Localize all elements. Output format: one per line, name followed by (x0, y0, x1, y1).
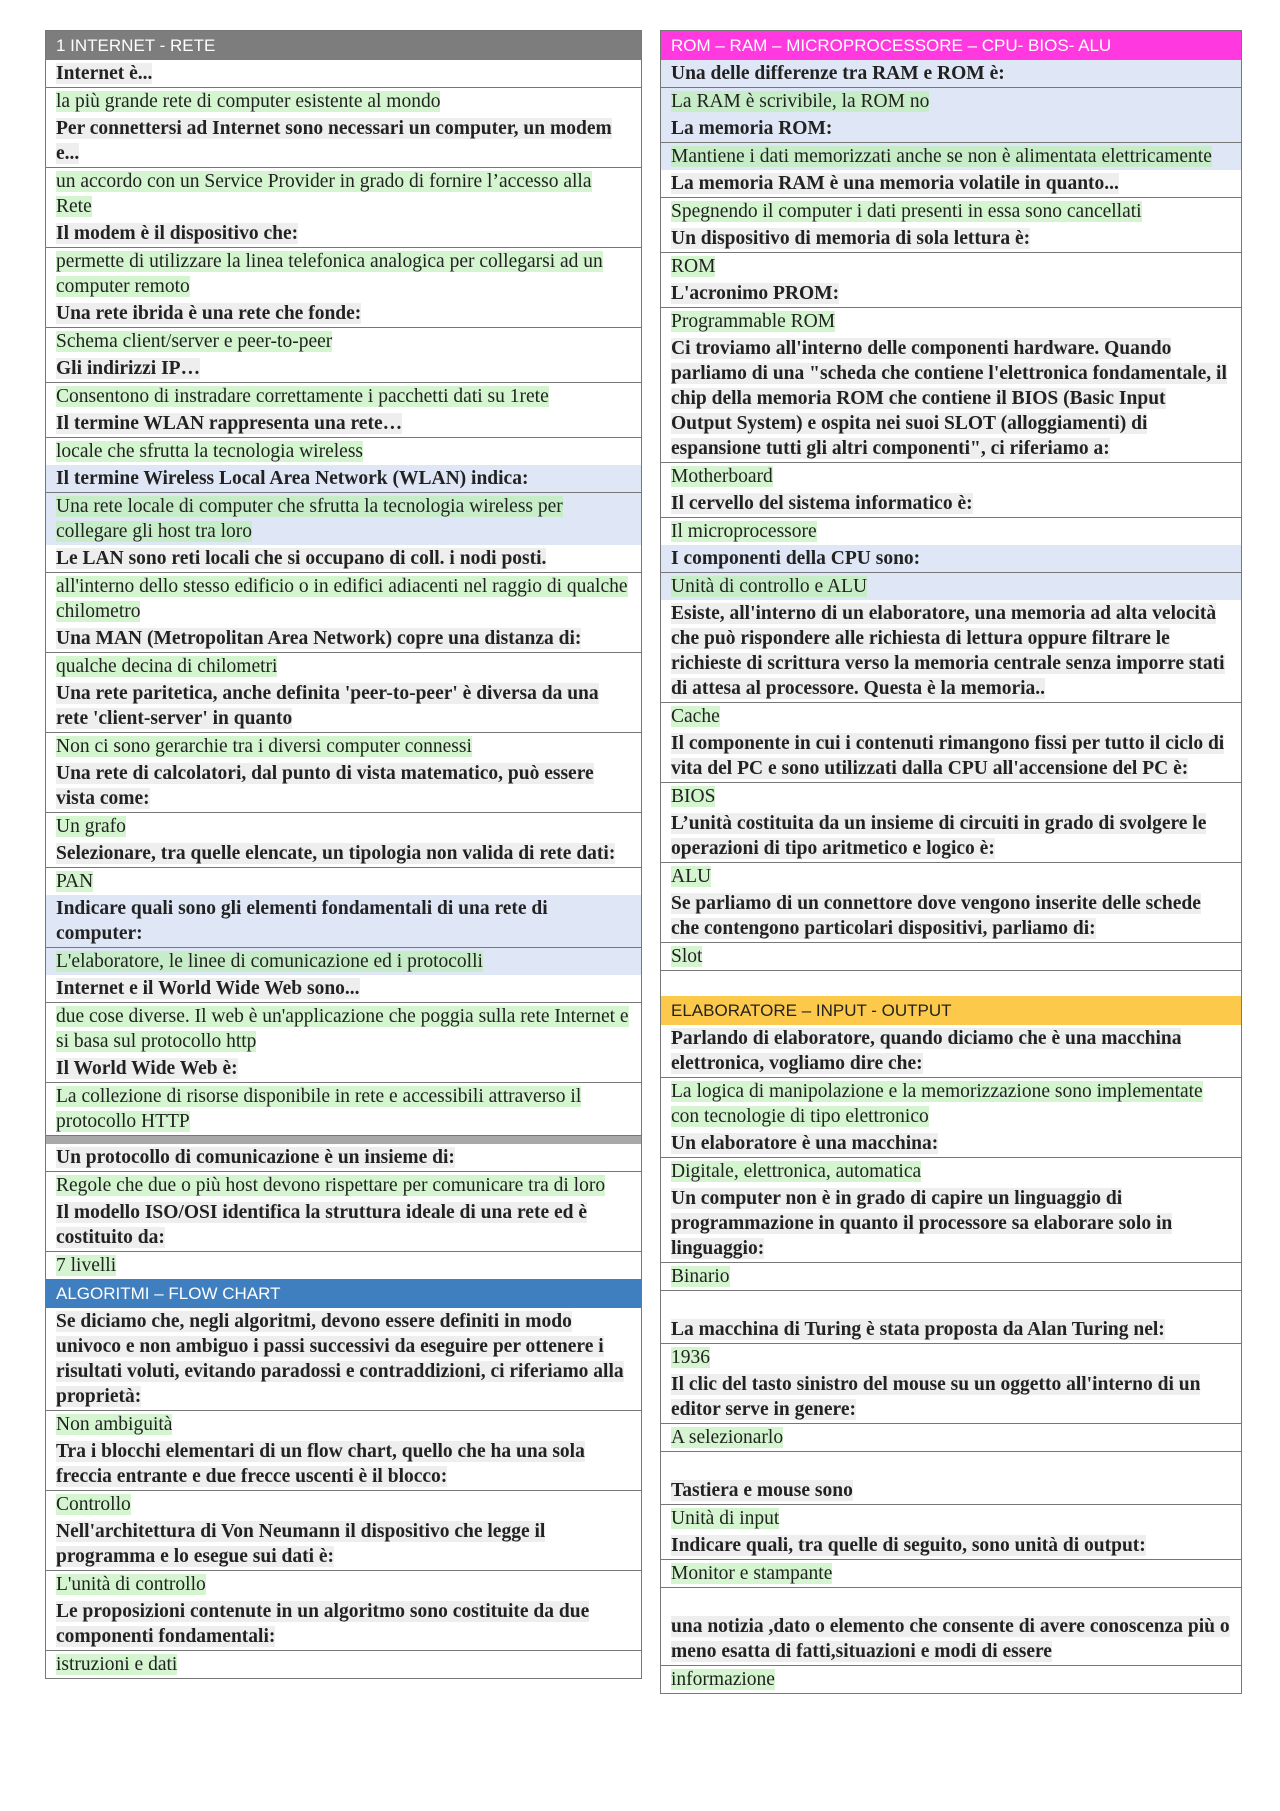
answer (661, 462, 1241, 490)
question-text: Tastiera e mouse sono (671, 1480, 853, 1501)
question-text: Le proposizioni contenute in un algoritmo sono costituite da due componenti fondamentali: (56, 1601, 590, 1647)
answer-text: la più grande rete di computer esistente al mondo (56, 91, 441, 112)
answer-text: Mantiene i dati memorizzati anche se non è alimentata elettricamente (671, 146, 1212, 167)
answer (46, 247, 641, 300)
answer (46, 867, 641, 895)
qa-item (661, 890, 1241, 970)
answer (661, 1504, 1241, 1532)
answer-text: istruzioni e dati (56, 1654, 178, 1675)
qa-item (46, 545, 641, 625)
question-text: Il termine Wireless Local Area Network (WLAN) indica: (56, 468, 529, 489)
question-text: Il termine WLAN rappresenta una rete… (56, 413, 403, 434)
question (661, 225, 1241, 252)
answer-text: L'unità di controllo (56, 1574, 206, 1595)
qa-item (661, 1185, 1241, 1290)
answer (661, 572, 1241, 600)
answer (661, 782, 1241, 810)
question-text: Una rete ibrida è una rete che fonde: (56, 303, 362, 324)
question-text: Indicare quali sono gli elementi fondamentali di una rete di computer: (56, 898, 548, 944)
answer (661, 1665, 1241, 1693)
answer (46, 1171, 641, 1199)
answer-text: locale che sfrutta la tecnologia wireless (56, 441, 363, 462)
answer (46, 492, 641, 545)
question-text: Una rete paritetica, anche definita 'peer-to-peer' è diversa da una rete 'client-server' in quanto (56, 683, 599, 729)
answer (46, 732, 641, 760)
answer (661, 1077, 1241, 1130)
answer (46, 87, 641, 115)
question (46, 895, 641, 947)
qa-item (46, 1598, 641, 1678)
question (46, 220, 641, 247)
qa-item (46, 1308, 641, 1438)
qa-item (46, 760, 641, 840)
answer-text: Slot (671, 946, 703, 967)
qa-item (46, 355, 641, 410)
answer-text: Binario (671, 1266, 730, 1287)
qa-item (46, 1518, 641, 1598)
qa-item (661, 115, 1241, 170)
question-text: Selezionare, tra quelle elencate, un tipologia non valida di rete dati: (56, 843, 616, 864)
answer-text: A selezionarlo (671, 1427, 784, 1448)
question-text: Le LAN sono reti locali che si occupano di coll. i nodi posti. (56, 548, 547, 569)
qa-item (661, 225, 1241, 280)
answer-text: Programmable ROM (671, 311, 836, 332)
question (46, 1144, 641, 1171)
answer-text: Controllo (56, 1494, 131, 1515)
answer-text: all'interno dello stesso edificio o in edifici adiacenti nel raggio di qualche chilometro (56, 576, 628, 622)
answer (46, 167, 641, 220)
question (46, 410, 641, 437)
question (661, 600, 1241, 702)
qa-item (661, 170, 1241, 225)
question-text: La memoria ROM: (671, 118, 833, 139)
answer (661, 1423, 1241, 1451)
left-column (45, 30, 642, 1679)
answer (661, 1262, 1241, 1290)
question (46, 975, 641, 1002)
answer-text: Schema client/server e peer-to-peer (56, 331, 333, 352)
answer (46, 437, 641, 465)
answer (661, 1157, 1241, 1185)
answer (46, 1570, 641, 1598)
section-header: ROM – RAM – MICROPROCESSORE – CPU- BIOS- ALU (661, 31, 1241, 60)
qa-item (46, 895, 641, 975)
answer-text: informazione (671, 1669, 775, 1690)
question-text: Tra i blocchi elementari di un flow chart, quello che ha una sola freccia entrante e due frecce uscenti è il blocco: (56, 1441, 585, 1487)
answer (46, 1410, 641, 1438)
answer-text: L'elaboratore, le linee di comunicazione ed i protocolli (56, 951, 483, 972)
question (46, 115, 641, 167)
question (46, 1518, 641, 1570)
answer (46, 1490, 641, 1518)
question (46, 545, 641, 572)
answer-text: 7 livelli (56, 1255, 117, 1276)
answer-text: PAN (56, 871, 94, 892)
answer (46, 1002, 641, 1055)
qa-item (661, 280, 1241, 335)
answer-text: un accordo con un Service Provider in grado di fornire l’accesso alla Rete (56, 171, 592, 217)
question-text: Il clic del tasto sinistro del mouse su un oggetto all'interno di un editor serve in genere: (671, 1374, 1201, 1420)
question-text: Il World Wide Web è: (56, 1058, 238, 1079)
question (661, 1613, 1241, 1665)
answer (46, 1251, 641, 1279)
question (661, 280, 1241, 307)
answer (46, 572, 641, 625)
qa-item (661, 1477, 1241, 1532)
answer-text: Una rete locale di computer che sfrutta la tecnologia wireless per collegare gli host tra loro (56, 496, 563, 542)
question (661, 1371, 1241, 1423)
qa-item (661, 810, 1241, 890)
question (46, 1199, 641, 1251)
answer (661, 197, 1241, 225)
qa-item (661, 1025, 1241, 1130)
answer-text: Digitale, elettronica, automatica (671, 1161, 922, 1182)
qa-item (661, 1371, 1241, 1451)
question (661, 490, 1241, 517)
answer-text: Unità di input (671, 1508, 780, 1529)
question-text: La memoria RAM è una memoria volatile in quanto... (671, 173, 1119, 194)
question-text: L’unità costituita da un insieme di circuiti in grado di svolgere le operazioni di tipo aritmetico e logico è: (671, 813, 1207, 859)
answer-text: Regole che due o più host devono rispettare per comunicare tra di loro (56, 1175, 606, 1196)
qa-item (661, 545, 1241, 600)
answer-text: BIOS (671, 786, 716, 807)
answer (46, 652, 641, 680)
answer-text: Monitor e stampante (671, 1563, 833, 1584)
qa-item (46, 680, 641, 760)
question-text: Una rete di calcolatori, dal punto di vista matematico, può essere vista come: (56, 763, 594, 809)
question-text: I componenti della CPU sono: (671, 548, 921, 569)
qa-item (46, 300, 641, 355)
question-text: Il cervello del sistema informatico è: (671, 493, 973, 514)
answer (46, 1650, 641, 1678)
qa-item (661, 60, 1241, 115)
qa-item (661, 1130, 1241, 1185)
question (661, 115, 1241, 142)
question (661, 1532, 1241, 1559)
section-header: ELABORATORE – INPUT - OUTPUT (661, 996, 1241, 1025)
question-text: Esiste, all'interno di un elaboratore, una memoria ad alta velocità che può rispondere alle richiesta di lettura oppure filtrare le richieste di scrittura verso la memoria centrale senza imporre stati di attesa al processore. Questa è la memoria.. (671, 603, 1225, 699)
blank-row (661, 1290, 1241, 1316)
question (661, 170, 1241, 197)
answer-text: Motherboard (671, 466, 773, 487)
question-text: Un computer non è in grado di capire un linguaggio di programmazione in quanto il processore sa elaborare solo in linguaggio: (671, 1188, 1173, 1259)
qa-item (46, 220, 641, 300)
answer-text: 1936 (671, 1347, 710, 1368)
question-text: La macchina di Turing è stata proposta da Alan Turing nel: (671, 1319, 1165, 1340)
question-text: Indicare quali, tra quelle di seguito, sono unità di output: (671, 1535, 1146, 1556)
divider (46, 1135, 641, 1144)
question (46, 625, 641, 652)
answer-text: La collezione di risorse disponibile in rete e accessibili attraverso il protocollo HTTP (56, 1086, 582, 1132)
question (46, 1438, 641, 1490)
answer (46, 947, 641, 975)
section-header: ALGORITMI – FLOW CHART (46, 1279, 641, 1308)
answer (46, 327, 641, 355)
answer (661, 142, 1241, 170)
blank-row (661, 1451, 1241, 1477)
question (46, 1055, 641, 1082)
answer-text: Un grafo (56, 816, 126, 837)
answer (46, 812, 641, 840)
question (46, 680, 641, 732)
question-text: Il modem è il dispositivo che: (56, 223, 299, 244)
qa-item (46, 1438, 641, 1518)
question-text: Parlando di elaboratore, quando diciamo che è una macchina elettronica, vogliamo dire che: (671, 1028, 1182, 1074)
question-text: Internet e il World Wide Web sono... (56, 978, 360, 999)
question (46, 760, 641, 812)
question (661, 890, 1241, 942)
right-column (660, 30, 1242, 1694)
question (661, 1025, 1241, 1077)
qa-item (46, 975, 641, 1055)
answer (661, 1343, 1241, 1371)
question-text: Per connettersi ad Internet sono necessari un computer, un modem e... (56, 118, 612, 164)
answer-text: Consentono di instradare correttamente i pacchetti dati su 1rete (56, 386, 549, 407)
question (661, 730, 1241, 782)
qa-item (46, 1055, 641, 1135)
question (46, 840, 641, 867)
qa-item (661, 335, 1241, 490)
question (661, 1185, 1241, 1262)
question-text: Il modello ISO/OSI identifica la struttura ideale di una rete ed è costituito da: (56, 1202, 588, 1248)
answer-text: Cache (671, 706, 720, 727)
answer-text: Non ci sono gerarchie tra i diversi computer connessi (56, 736, 472, 757)
answer-text: Spegnendo il computer i dati presenti in essa sono cancellati (671, 201, 1142, 222)
question (661, 1316, 1241, 1343)
answer (661, 252, 1241, 280)
question (661, 545, 1241, 572)
question-text: Se parliamo di un connettore dove vengono inserite delle schede che contengono particolari dispositivi, parliamo di: (671, 893, 1201, 939)
answer-text: Unità di controllo e ALU (671, 576, 868, 597)
qa-item (46, 410, 641, 465)
qa-item (46, 1144, 641, 1199)
qa-item (46, 115, 641, 220)
answer (46, 1082, 641, 1135)
question (46, 355, 641, 382)
question-text: Il componente in cui i contenuti rimangono fissi per tutto il ciclo di vita del PC e sono utilizzati dalla CPU all'accensione del PC è: (671, 733, 1225, 779)
question (46, 1598, 641, 1650)
answer-text: Il microprocessore (671, 521, 817, 542)
answer-text: qualche decina di chilometri (56, 656, 278, 677)
qa-item (46, 60, 641, 115)
answer-text: permette di utilizzare la linea telefonica analogica per collegarsi ad un computer remoto (56, 251, 603, 297)
question (661, 810, 1241, 862)
qa-item (661, 1532, 1241, 1587)
qa-item (661, 490, 1241, 545)
question (46, 60, 641, 87)
answer (661, 862, 1241, 890)
question-text: Una MAN (Metropolitan Area Network) copre una distanza di: (56, 628, 582, 649)
question-text: Un dispositivo di memoria di sola lettura è: (671, 228, 1031, 249)
question (661, 1477, 1241, 1504)
answer (661, 942, 1241, 970)
qa-item (661, 1613, 1241, 1693)
blank-row (661, 970, 1241, 996)
answer (661, 87, 1241, 115)
question-text: Se diciamo che, negli algoritmi, devono essere definiti in modo univoco e non ambiguo i passi successivi da eseguire per ottenere i risultati voluti, evitando paradossi e contraddizioni, ci riferiamo alla proprietà: (56, 1311, 624, 1407)
answer-text: ALU (671, 866, 712, 887)
qa-item (661, 600, 1241, 730)
question-text: Ci troviamo all'interno delle componenti hardware. Quando parliamo di una "scheda che contiene l'elettronica fondamentale, il chip della memoria ROM che contiene il BIOS (Basic Input Output System) e ospita nei suoi SLOT (alloggiamenti) di espansione tutti gli altri componenti", ci riferiamo a: (671, 338, 1227, 459)
qa-item (661, 1316, 1241, 1371)
answer (661, 702, 1241, 730)
question-text: Internet è... (56, 63, 153, 84)
section-header: 1 INTERNET - RETE (46, 31, 641, 60)
question-text: Gli indirizzi IP… (56, 358, 201, 379)
question-text: L'acronimo PROM: (671, 283, 840, 304)
qa-item (46, 625, 641, 680)
qa-item (661, 730, 1241, 810)
question (661, 60, 1241, 87)
answer-text: due cose diverse. Il web è un'applicazione che poggia sulla rete Internet e si basa sul protocollo http (56, 1006, 629, 1052)
answer (661, 1559, 1241, 1587)
question (661, 1130, 1241, 1157)
answer (661, 517, 1241, 545)
blank-row (661, 1587, 1241, 1613)
answer-text: Non ambiguità (56, 1414, 173, 1435)
question (46, 1308, 641, 1410)
qa-item (46, 465, 641, 545)
answer-text: La logica di manipolazione e la memorizzazione sono implementate con tecnologie di tipo elettronico (671, 1081, 1203, 1127)
question-text: Nell'architettura di Von Neumann il dispositivo che legge il programma e lo esegue sui dati è: (56, 1521, 546, 1567)
qa-item (46, 840, 641, 895)
qa-item (46, 1199, 641, 1279)
answer-text: La RAM è scrivibile, la ROM no (671, 91, 930, 112)
answer-text: ROM (671, 256, 716, 277)
question-text: Una delle differenze tra RAM e ROM è: (671, 63, 1005, 84)
answer (661, 307, 1241, 335)
question-text: una notizia ,dato o elemento che consente di avere conoscenza più o meno esatta di fatti,situazioni e modi di essere (671, 1616, 1230, 1662)
question (46, 300, 641, 327)
question-text: Un protocollo di comunicazione è un insieme di: (56, 1147, 455, 1168)
question (46, 465, 641, 492)
question (661, 335, 1241, 462)
answer (46, 382, 641, 410)
question-text: Un elaboratore è una macchina: (671, 1133, 939, 1154)
